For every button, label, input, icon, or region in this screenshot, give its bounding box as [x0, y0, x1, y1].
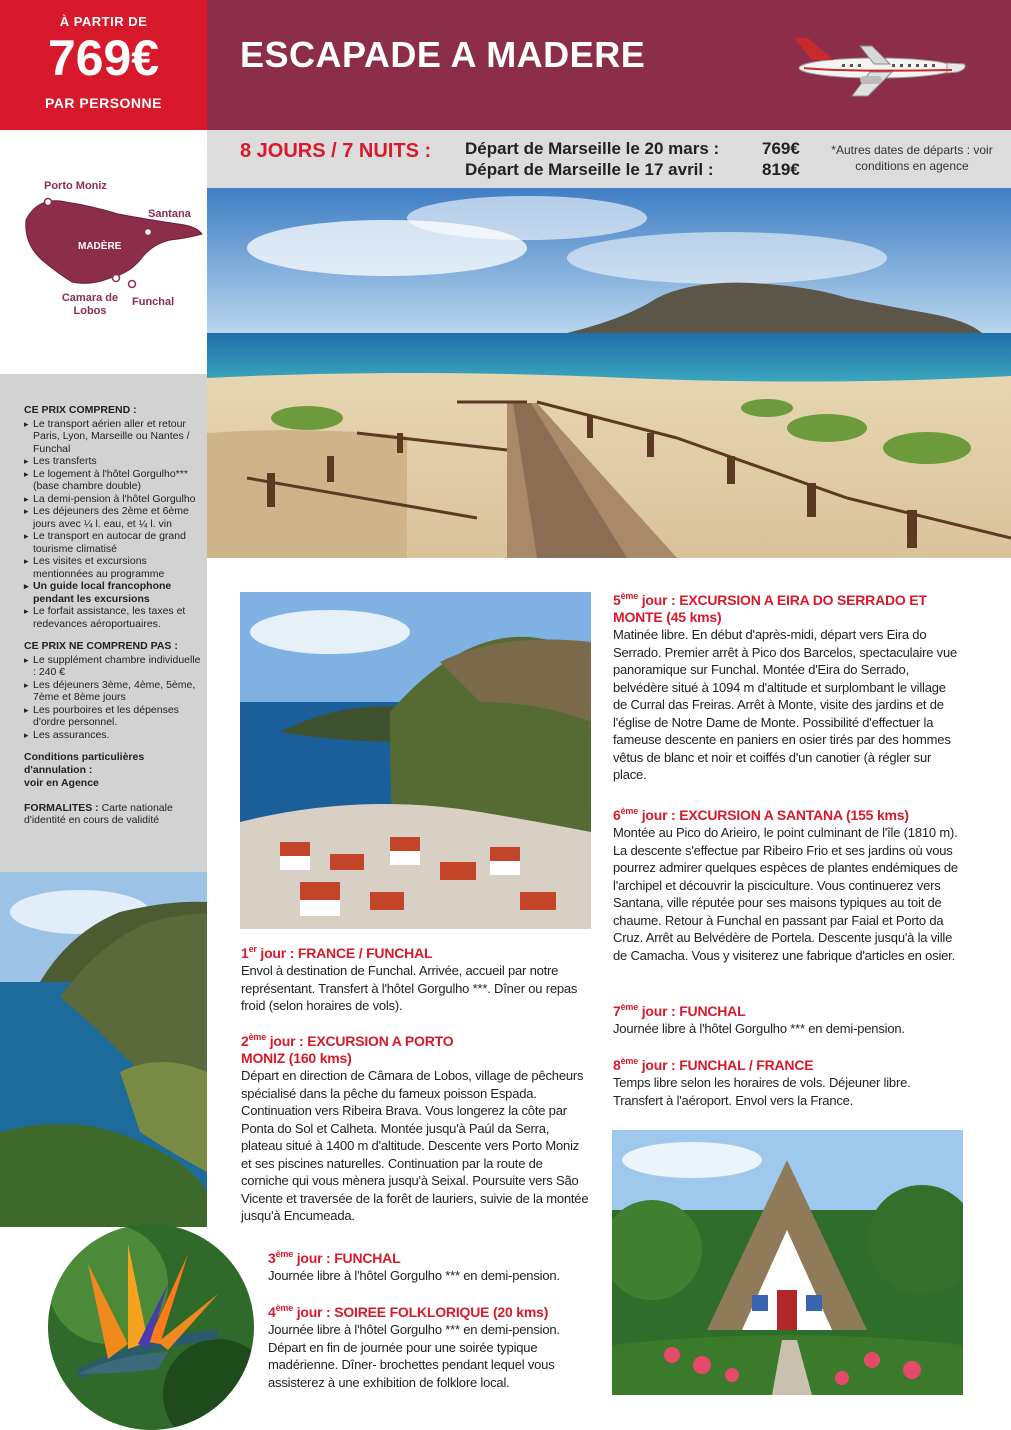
list-item: ▸ Les déjeuners 3ème, 4ème, 5ème, 7ème et 8ème jours: [24, 679, 202, 704]
madeira-map: [0, 160, 207, 360]
map-label-island: MADÈRE: [78, 241, 122, 252]
day-2-section: [241, 1033, 591, 1225]
list-item: ▸ Le supplément chambre individuelle : 240 €: [24, 654, 202, 679]
day-6-heading: 6ème jour : EXCURSION A SANTANA (155 kms): [613, 806, 909, 823]
includes-heading: CE PRIX COMPREND :: [24, 404, 137, 416]
price-box: [0, 0, 207, 130]
price-conditions-panel: [0, 374, 207, 872]
day-1-text: Envol à destination de Funchal. Arrivée, accueil par notre représentant. Transfert à l'hôtel Gorgulho ***. Dîner ou repas froid (selon horaires de vols).: [241, 963, 578, 1013]
day-8-text: Temps libre selon les horaires de vols. Déjeuner libre. Transfert à l'aéroport. Envol vers la France.: [613, 1075, 911, 1108]
day-6-text: Montée au Pico do Arieiro, le point culminant de l'île (1810 m). La descente s'effectue par Ribeiro Frio et ses jardins où vous pourrez admirer quelques espèces de plantes endémiques de l'archipel et découvrir la pisciculture. Vous continuerez vers Santana, ville réputée pour ses maisons typiques au toit de chaume. Retour à Funchal en passant par Faial et Porto da Cruz. Arrêt au Belvédère de Portela. Descente jusqu'à la ville de Camacha. Vous y visiterez une fabrique d'articles en osier.: [613, 825, 958, 963]
day-4-text: Journée libre à l'hôtel Gorgulho *** en demi-pension. Départ en fin de journée pour une soirée typique madérienne. Dîner- brochettes pendant lequel vous assisterez à une exhibition de folklore local.: [268, 1322, 560, 1390]
departure-2-text: Départ de Marseille le 17 avril :: [465, 160, 714, 179]
list-item: ▸ Le transport aérien aller et retour Paris, Lyon, Marseille ou Nantes / Funchal: [24, 418, 202, 456]
list-item: ▸ Les déjeuners des 2ème et 6ème jours avec ¼ l. eau, et ¼ l. vin: [24, 505, 202, 530]
excludes-heading: CE PRIX NE COMPREND PAS :: [24, 640, 178, 652]
departure-2-price: 819€: [762, 160, 800, 179]
map-label-funchal: Funchal: [132, 296, 175, 308]
day-8-section: [613, 1057, 963, 1109]
day-4-section: [268, 1304, 591, 1391]
departure-1-text: Départ de Marseille le 20 mars :: [465, 139, 720, 158]
map-label-camara-de-lobos: Camara de Lobos: [61, 292, 119, 317]
list-item: ▸ La demi-pension à l'hôtel Gorgulho: [24, 493, 202, 506]
day-7-section: [613, 1003, 963, 1038]
list-item: ▸ Les transferts: [24, 455, 202, 468]
duration-label: 8 JOURS / 7 NUITS :: [240, 140, 432, 162]
day-4-heading: 4ème jour : SOIREE FOLKLORIQUE (20 kms): [268, 1303, 549, 1320]
excludes-list: [24, 654, 202, 742]
price-per-person-label: PAR PERSONNE: [45, 95, 162, 111]
list-item: ▸ Un guide local francophone pendant les excursions: [24, 580, 202, 605]
day-6-section: [613, 807, 963, 964]
day-1-section: [241, 945, 591, 1015]
map-label-santana: Santana: [148, 208, 191, 220]
price-amount: 769€: [47, 30, 160, 86]
day-1-heading: 1er jour : FRANCE / FUNCHAL: [241, 944, 433, 961]
list-item: ▸ Le forfait assistance, les taxes et redevances aéroportuaires.: [24, 605, 202, 630]
cancellation-text: voir en Agence: [24, 777, 99, 789]
formalities-heading: FORMALITES :: [24, 801, 99, 814]
day-5-text: Matinée libre. En début d'après-midi, départ vers Eira do Serrado. Premier arrêt à Pico dos Barcelos, spectaculaire vue panoramique sur Funchal. Montée d'Eira do Serrado, belvédère situé à 1094 m d'altitude et surplombant le village de Curral das Freiras. Arrêt à Monte, visite des jardins et de l'église de Notre Dame de Monte. Possibilité d'effectuer la fameuse descente en paniers en osier tirés par des hommes vêtus de blanc et noir et coiffés d'un canotier (à régler sur place.: [613, 627, 958, 782]
departure-1-price: 769€: [762, 139, 800, 158]
list-item: ▸ Les pourboires et les dépenses d'ordre personnel.: [24, 704, 202, 729]
title-band: [207, 0, 1011, 130]
santana-thatched-house-photo: [612, 1130, 963, 1395]
day-3-section: [268, 1250, 591, 1285]
day-5-section: [613, 592, 963, 784]
day-2-text: Départ en direction de Câmara de Lobos, village de pêcheurs spécialisé dans la pêche du fameux poisson Espada. Continuation vers Ribeira Brava. Vous longerez la côte par Ponta do Sol et Calheta. Montée jusqu'à Paúl da Serra, plateau situé à 1400 m d'altitude. Descente vers Porto Moniz et ses piscines naturelles. Continuation par la route de corniche qui vous mènera jusqu'à Seixal. Poursuite vers São Vicente et traversée de la forêt de lauriers, suivie de la montée jusqu'à Encumeada.: [241, 1068, 589, 1223]
list-item: ▸ Les visites et excursions mentionnées au programme: [24, 555, 202, 580]
day-7-text: Journée libre à l'hôtel Gorgulho *** en demi-pension.: [613, 1021, 905, 1036]
day-5-heading: 5ème jour : EXCURSION A EIRA DO SERRADO ET MONTE (45 kms): [613, 591, 927, 625]
day-2-heading: 2ème jour : EXCURSION A PORTO MONIZ (160 kms): [241, 1032, 454, 1066]
coastal-town-photo: [240, 592, 591, 929]
page-title: ESCAPADE A MADERE: [240, 34, 646, 75]
bird-of-paradise-flower-photo: [48, 1224, 254, 1430]
day-7-heading: 7ème jour : FUNCHAL: [613, 1002, 746, 1019]
departure-band: [207, 130, 1011, 188]
map-label-porto-moniz: Porto Moniz: [44, 180, 107, 192]
sea-cliff-photo: [0, 872, 207, 1227]
price-from-label: À PARTIR DE: [59, 14, 148, 29]
includes-list: [24, 418, 202, 631]
formalities-text: Carte nationale d'identité en cours de validité: [24, 801, 173, 826]
list-item: ▸ Les assurances.: [24, 729, 202, 742]
departure-note: *Autres dates de départs : voir conditions en agence: [831, 143, 993, 173]
day-8-heading: 8ème jour : FUNCHAL / FRANCE: [613, 1056, 814, 1073]
cancellation-heading: Conditions particulières d'annulation :: [24, 751, 145, 776]
day-3-heading: 3ème jour : FUNCHAL: [268, 1249, 401, 1266]
airplane-icon: [782, 30, 972, 100]
list-item: ▸ Le transport en autocar de grand tourisme climatisé: [24, 530, 202, 555]
beach-boardwalk-photo: [207, 188, 1011, 558]
list-item: ▸ Le logement à l'hôtel Gorgulho*** (base chambre double): [24, 468, 202, 493]
day-3-text: Journée libre à l'hôtel Gorgulho *** en demi-pension.: [268, 1268, 560, 1283]
